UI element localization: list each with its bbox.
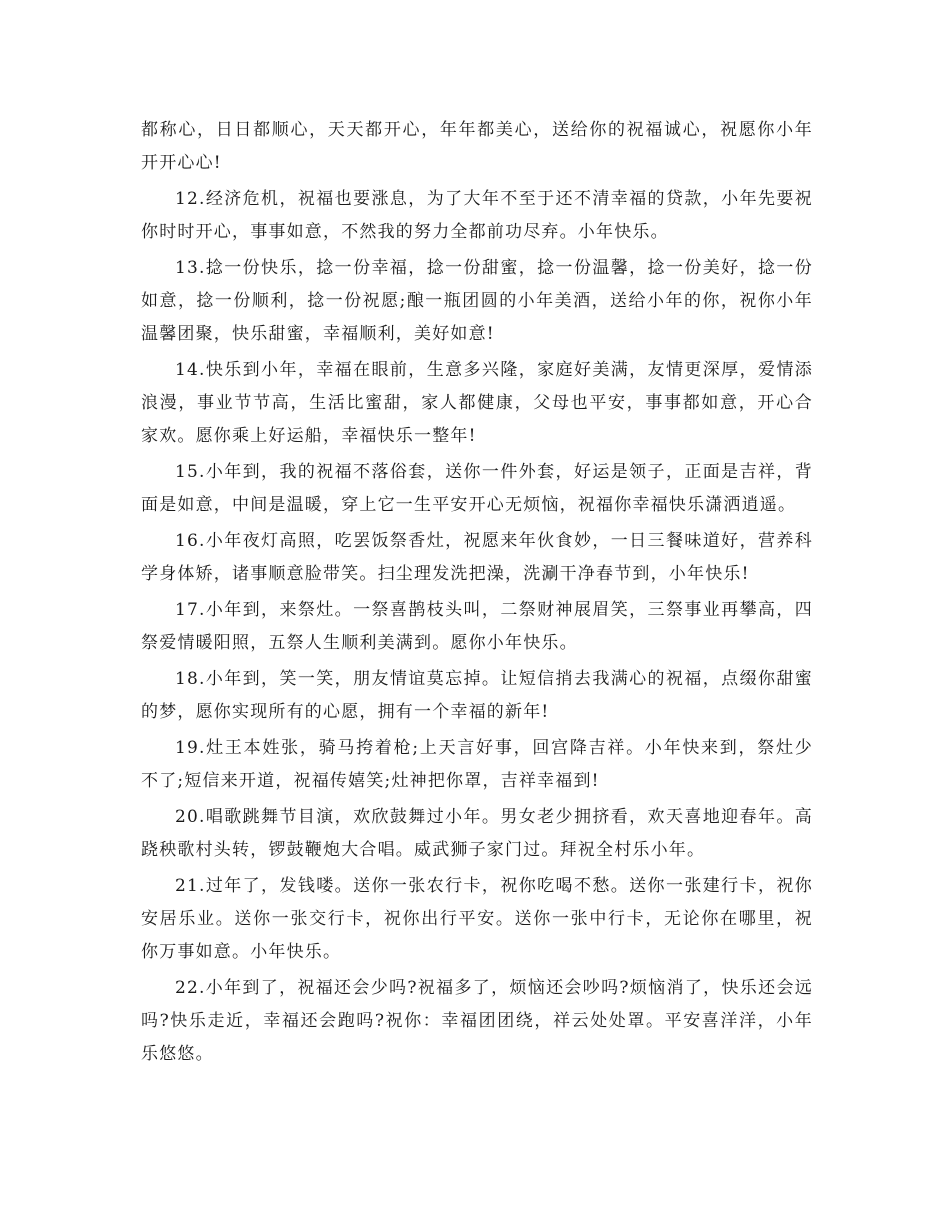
paragraph-item-18: 18.小年到，笑一笑，朋友情谊莫忘掉。让短信捎去我满心的祝福，点缀你甜蜜的梦，愿你实现所有的心愿，拥有一个幸福的新年!: [141, 669, 813, 722]
paragraph-item-13: 13.捻一份快乐，捻一份幸福，捻一份甜蜜，捻一份温馨，捻一份美好，捻一份如意，捻一份顺利，捻一份祝愿;酿一瓶团圆的小年美酒，送给小年的你，祝你小年温馨团聚，快乐甜蜜，幸福顺利，美好如意!: [141, 258, 813, 344]
paragraph-item-20: 20.唱歌跳舞节目演，欢欣鼓舞过小年。男女老少拥挤看，欢天喜地迎春年。高跷秧歌村头转，锣鼓鞭炮大合唱。威武狮子家门过。拜祝全村乐小年。: [141, 807, 813, 860]
document-body: [141, 114, 813, 1074]
paragraph-item-15: 15.小年到，我的祝福不落俗套，送你一件外套，好运是领子，正面是吉祥，背面是如意，中间是温暖，穿上它一生平安开心无烦恼，祝福你幸福快乐潇洒逍遥。: [141, 462, 813, 515]
paragraph-item-17: 17.小年到，来祭灶。一祭喜鹊枝头叫，二祭财神展眉笑，三祭事业再攀高，四祭爱情暖阳照，五祭人生顺利美满到。愿你小年快乐。: [141, 600, 813, 653]
paragraph-item-21: 21.过年了，发钱喽。送你一张农行卡，祝你吃喝不愁。送你一张建行卡，祝你安居乐业。送你一张交行卡，祝你出行平安。送你一张中行卡，无论你在哪里，祝你万事如意。小年快乐。: [141, 876, 813, 962]
paragraph-item-12: 12.经济危机，祝福也要涨息，为了大年不至于还不清幸福的贷款，小年先要祝你时时开心，事事如意，不然我的努力全都前功尽弃。小年快乐。: [141, 189, 813, 242]
paragraph-item-19: 19.灶王本姓张，骑马挎着枪;上天言好事，回宫降吉祥。小年快来到，祭灶少不了;短信来开道，祝福传嬉笑;灶神把你罩，吉祥幸福到!: [141, 738, 813, 791]
paragraph-item-16: 16.小年夜灯高照，吃罢饭祭香灶，祝愿来年伙食妙，一日三餐味道好，营养科学身体矫，诸事顺意脸带笑。扫尘理发洗把澡，洗涮干净春节到，小年快乐!: [141, 531, 813, 584]
paragraph-item-14: 14.快乐到小年，幸福在眼前，生意多兴隆，家庭好美满，友情更深厚，爱情添浪漫，事业节节高，生活比蜜甜，家人都健康，父母也平安，事事都如意，开心合家欢。愿你乘上好运船，幸福快乐一整年!: [141, 360, 813, 446]
paragraph-continuation: 都称心，日日都顺心，天天都开心，年年都美心，送给你的祝福诚心，祝愿你小年开开心心!: [141, 120, 813, 173]
paragraph-item-22: 22.小年到了，祝福还会少吗?祝福多了，烦恼还会吵吗?烦恼消了，快乐还会远吗?快乐走近，幸福还会跑吗?祝你：幸福团团绕，祥云处处罩。平安喜洋洋，小年乐悠悠。: [141, 978, 813, 1064]
